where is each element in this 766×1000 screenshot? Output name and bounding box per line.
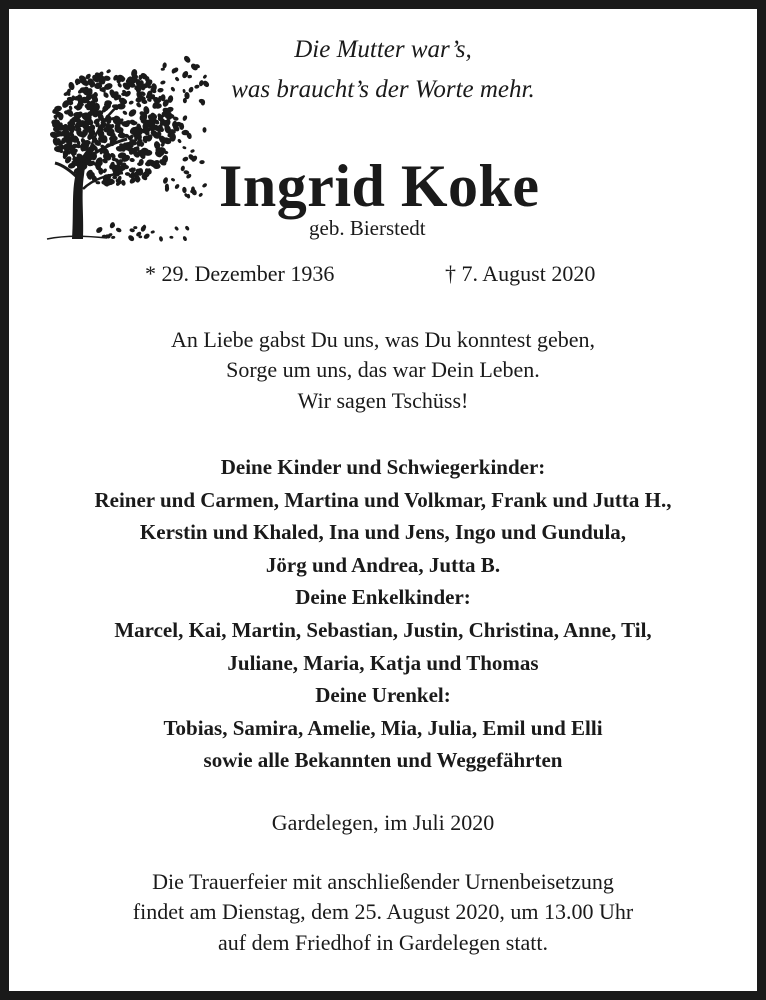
deceased-name: Ingrid Koke	[219, 153, 540, 219]
funeral-info-line-2: findet am Dienstag, dem 25. August 2020, um 13.00 Uhr	[132, 899, 634, 924]
birth-date: * 29. Dezember 1936	[145, 261, 335, 286]
birth-name: geb. Bierstedt	[309, 216, 426, 240]
family-line: Kerstin und Khaled, Ina und Jens, Ingo und Gundula,	[139, 520, 627, 544]
funeral-info-line-1: Die Trauerfeier mit anschließender Urnenbeisetzung	[152, 869, 614, 894]
family-line: Reiner und Carmen, Martina und Volkmar, Frank und Jutta H.,	[94, 488, 672, 512]
place-date: Gardelegen, im Juli 2020	[271, 810, 495, 835]
family-line: sowie alle Bekannten und Weggefährten	[203, 748, 563, 772]
family-heading-great-grandchildren: Deine Urenkel:	[315, 683, 451, 707]
family-heading-children: Deine Kinder und Schwiegerkinder:	[220, 455, 546, 479]
poem-line-3: Wir sagen Tschüss!	[297, 388, 469, 413]
death-date: † 7. August 2020	[445, 261, 596, 286]
motto-line-1: Die Mutter war’s,	[294, 36, 472, 63]
family-heading-grandchildren: Deine Enkelkinder:	[295, 585, 471, 609]
family-line: Tobias, Samira, Amelie, Mia, Julia, Emil und Elli	[163, 716, 603, 740]
family-line: Jörg und Andrea, Jutta B.	[265, 553, 501, 577]
poem-line-1: An Liebe gabst Du uns, was Du konntest geben,	[170, 327, 596, 352]
motto-line-2: was braucht’s der Worte mehr.	[231, 76, 535, 103]
family-line: Juliane, Maria, Katja und Thomas	[227, 651, 539, 675]
windblown-tree-icon	[27, 39, 217, 249]
poem-line-2: Sorge um uns, das war Dein Leben.	[226, 357, 540, 382]
funeral-info-line-3: auf dem Friedhof in Gardelegen statt.	[218, 930, 548, 955]
family-line: Marcel, Kai, Martin, Sebastian, Justin, Christina, Anne, Til,	[114, 618, 652, 642]
